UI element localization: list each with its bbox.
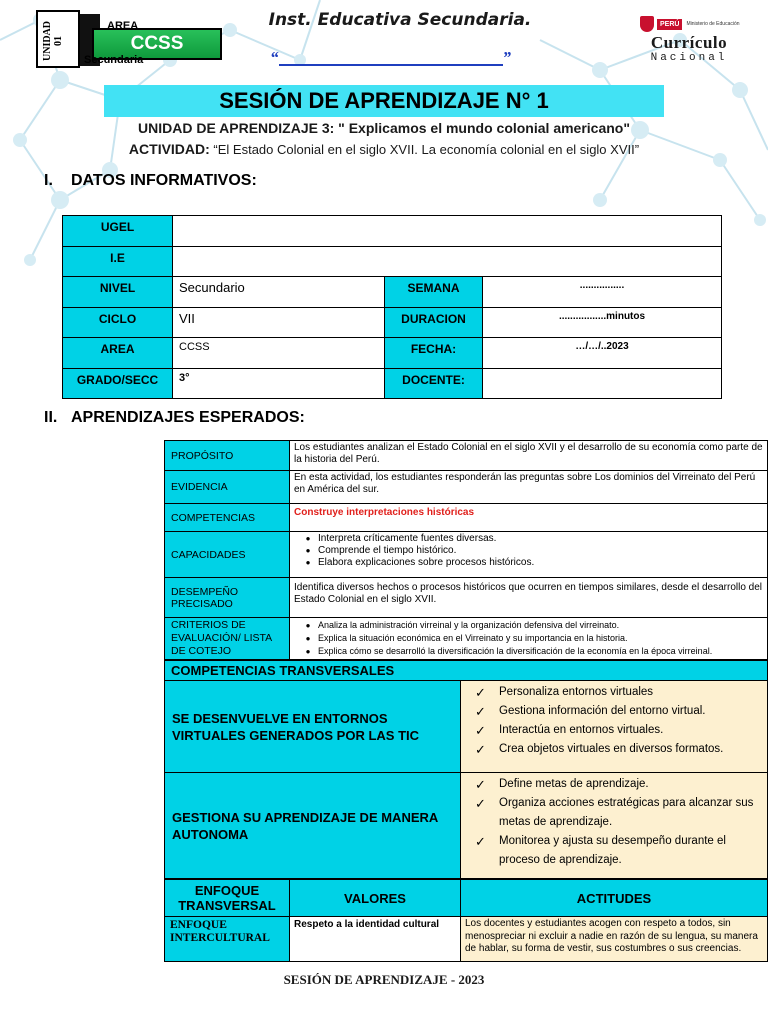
table-row [165,471,768,504]
enfoque-transversal-table [164,879,768,962]
table-row [165,618,768,660]
nivel-value: Secundario [173,277,385,308]
actividad-text: “El Estado Colonial en el siglo XVII. La economía colonial en el siglo XVII” [209,142,640,157]
logo-ministry-label: Ministerio de Educación [686,21,740,27]
actividad-line [0,141,768,157]
table-row [63,368,722,399]
table-row [63,277,722,308]
table-row [165,773,768,879]
duracion-value: .................minutos [483,307,722,338]
list-item [475,832,763,870]
valores-col-header: VALORES [290,880,461,917]
ie-value [173,246,722,277]
unidad-aprendizaje-title: UNIDAD DE APRENDIZAJE 3: " Explicamos el mundo colonial americano" [138,120,630,136]
list-item-text: Personaliza entornos virtuales [499,686,654,698]
section-number: II. [44,409,58,426]
criterios-label: CRITERIOS DE EVALUACIÓN/ LISTA DE COTEJO [165,618,290,660]
peru-shield-icon [640,16,654,32]
area-value: CCSS [173,338,385,369]
list-item: ● Explica la situación económica en el Virreinato y su importancia en la historia. [318,632,763,645]
list-item-text: Interactúa en entornos virtuales. [499,724,664,736]
section-aprendizajes-heading [44,409,305,427]
session-title-banner [104,85,664,117]
list-item: ● Explica cómo se desarrolló la diversificación la diversificación de la economía en la época virreinal. [318,645,763,658]
proposito-label: PROPÓSITO [165,441,290,471]
table-row [63,338,722,369]
table-row [165,532,768,578]
evidencia-label: EVIDENCIA [165,471,290,504]
ciclo-label: CICLO [63,307,173,338]
table-row [165,681,768,773]
table-row [165,661,768,681]
check-icon: ✓ [475,723,486,738]
open-quote: “ [270,48,279,67]
desempeno-label: DESEMPEÑO PRECISADO [165,578,290,618]
nivel-label: NIVEL [63,277,173,308]
check-icon: ✓ [475,704,486,719]
session-title: SESIÓN DE APRENDIZAJE N° 1 [219,88,549,113]
check-icon: ✓ [475,685,486,700]
ugel-value [173,216,722,247]
gestiona-competence-title: GESTIONA SU APRENDIZAJE DE MANERA AUTONOMA [165,773,461,879]
aprendizajes-table [164,440,768,660]
table-row [165,441,768,471]
list-item [475,740,763,759]
grado-label: GRADO/SECC [63,368,173,399]
fecha-value: …/…/..2023 [483,338,722,369]
ciclo-value: VII [173,307,385,338]
fecha-label: FECHA: [385,338,483,369]
level-badge-label: Secundaria [84,54,144,66]
list-item-text: Monitorea y ajusta su desempeño durante el proceso de aprendizaje. [499,835,726,866]
list-item-text: Define metas de aprendizaje. [499,778,649,790]
page-footer: SESIÓN DE APRENDIZAJE - 2023 [283,972,485,987]
docente-value [483,368,722,399]
actitudes-col-header: ACTITUDES [461,880,768,917]
institution-title: Inst. Educativa Secundaria. [268,10,532,30]
competencias-label: COMPETENCIAS [165,504,290,532]
valor-text: Respeto a la identidad cultural [290,917,461,962]
curriculo-nacional-logo [636,14,742,70]
actitud-text: Los docentes y estudiantes acogen con respeto a todos, sin menospreciar ni excluir a nadie en razón de su lengua, su manera de hablar, su forma de vestir, sus costumbres o sus creencias. [461,917,768,962]
desempeno-text: Identifica diversos hechos o procesos históricos que ocurren en tiempos similares, desde el desarrollo del Estado Colonial en el siglo XVII. [290,578,768,618]
ie-label: I.E [63,246,173,277]
table-row [165,880,768,917]
list-item: ● Comprende el tiempo histórico. [318,545,763,557]
list-item-text: Organiza acciones estratégicas para alcanzar sus metas de aprendizaje. [499,797,754,828]
close-quote: ” [502,48,511,67]
enfoque-col-header: ENFOQUE TRANSVERSAL [165,880,290,917]
table-row [165,504,768,532]
unidad-badge-text: UNIDAD 01 [42,21,64,61]
semana-value: ................ [483,277,722,308]
area-badge-label: AREA [107,20,139,32]
actividad-label: ACTIVIDAD: [128,141,210,157]
list-item: ● Analiza la administración virreinal y la organización defensiva del virreinato. [318,619,763,632]
competencias-text: Construye interpretaciones históricas [290,504,768,532]
capacidades-label: CAPACIDADES [165,532,290,578]
tic-items-list [461,681,768,773]
section-title: DATOS INFORMATIVOS: [71,172,257,189]
area-label: AREA [63,338,173,369]
transversales-header: COMPETENCIAS TRANSVERSALES [165,661,768,681]
check-icon: ✓ [475,777,486,792]
logo-nacional-text: Nacional [650,52,728,64]
section-title: APRENDIZAJES ESPERADOS: [71,409,305,426]
table-row [63,216,722,247]
list-item [475,683,763,702]
proposito-text: Los estudiantes analizan el Estado Colonial en el siglo XVII y el desarrollo de su economía como parte de la historia del Perú. [290,441,768,471]
check-icon: ✓ [475,742,486,757]
institution-name-blank [279,52,503,66]
institution-name-field [270,48,530,68]
table-row [165,917,768,962]
list-item: ● Interpreta críticamente fuentes diversas. [318,533,763,545]
table-row [165,578,768,618]
logo-peru-label: PERÚ [657,19,682,30]
competencias-transversales-table [164,660,768,879]
tic-competence-title: SE DESENVUELVE EN ENTORNOS VIRTUALES GENERADOS POR LAS TIC [165,681,461,773]
list-item-text: Gestiona información del entorno virtual. [499,705,706,717]
ugel-label: UGEL [63,216,173,247]
list-item: ● Elabora explicaciones sobre procesos históricos. [318,557,763,569]
unidad-badge [36,10,80,68]
list-item [475,794,763,832]
docente-label: DOCENTE: [385,368,483,399]
list-item [475,702,763,721]
table-row [63,307,722,338]
capacidades-list [290,532,768,578]
check-icon: ✓ [475,796,486,811]
duracion-label: DURACION [385,307,483,338]
area-badge-name: CCSS [130,33,184,54]
logo-curriculo-text: Currículo [650,33,728,52]
semana-label: SEMANA [385,277,483,308]
list-item [475,721,763,740]
grado-value: 3° [173,368,385,399]
list-item-text: Crea objetos virtuales en diversos formatos. [499,743,724,755]
datos-informativos-table [62,215,722,399]
check-icon: ✓ [475,834,486,849]
section-datos-heading [44,172,257,190]
criterios-list [290,618,768,660]
list-item [475,775,763,794]
evidencia-text: En esta actividad, los estudiantes responderán las preguntas sobre Los dominios del Virreinato del Perú en América del sur. [290,471,768,504]
table-row [63,246,722,277]
gestiona-items-list [461,773,768,879]
section-number: I. [44,172,53,189]
enfoque-name: ENFOQUE INTERCULTURAL [165,917,290,962]
